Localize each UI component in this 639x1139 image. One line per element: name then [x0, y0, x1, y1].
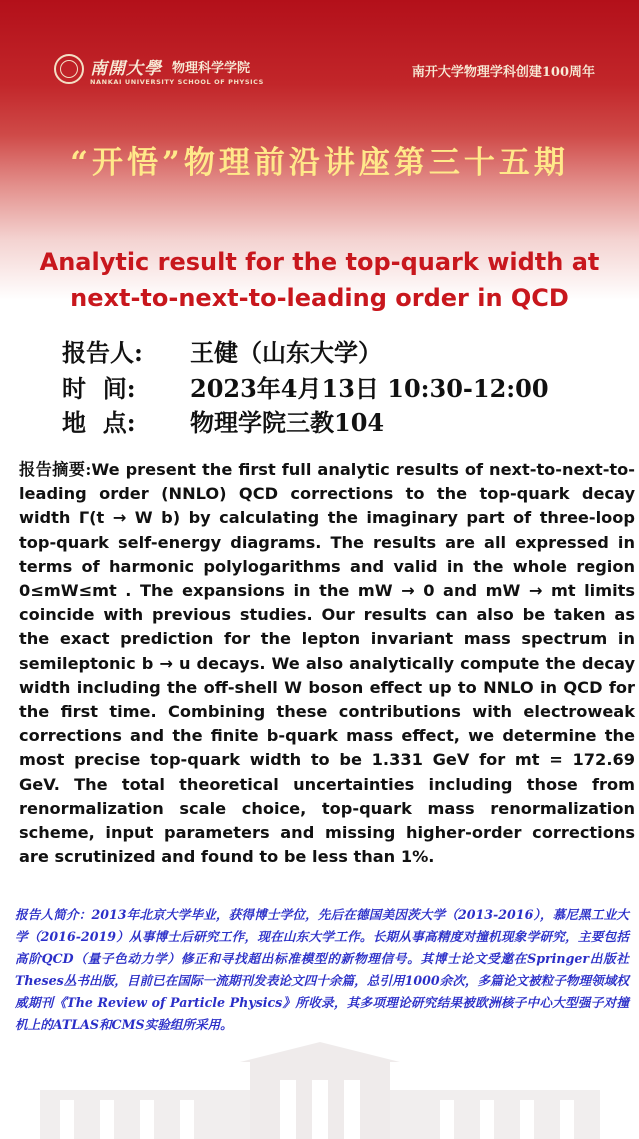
- time-value: 2023年4月13日 10:30-12:00: [190, 373, 549, 403]
- place-value: 物理学院三教104: [190, 407, 385, 437]
- campus-building-graphic: [0, 1040, 639, 1139]
- speaker-label: 报告人:: [62, 337, 143, 367]
- university-logo-text: 南開大學: [90, 59, 162, 79]
- place-label: 地 点:: [62, 407, 136, 437]
- abstract-label: 报告摘要:: [19, 460, 92, 479]
- university-seal-icon: [54, 54, 84, 84]
- series-title: “开悟”物理前沿讲座第三十五期: [70, 145, 569, 181]
- talk-title-line-2: next-to-next-to-leading order in QCD: [70, 284, 569, 312]
- talk-title: [0, 244, 639, 316]
- university-english-name: NANKAI UNIVERSITY SCHOOL OF PHYSICS: [90, 78, 264, 86]
- speaker-value: 王健（山东大学）: [190, 337, 382, 367]
- time-label: 时 间:: [62, 373, 136, 403]
- talk-title-line-1: Analytic result for the top-quark width at: [39, 248, 600, 276]
- abstract: [19, 458, 635, 869]
- speaker-row: [62, 333, 382, 367]
- place-row: [62, 403, 384, 437]
- speaker-bio: 报告人简介：2013年北京大学毕业，获得博士学位，先后在德国美因茨大学（2013-2016），慕尼黑工业大学（2016-2019）从事博士后研究工作，现在山东大学工作。长期从事高精度对撞机现象学研究，主要包括高阶QCD（量子色动力学）修正和寻找超出标准模型的新物理信号。其博士论文受邀在Springer出版社Theses丛书出版，目前已在国际一流期刊发表论文四十余篇，总引用1000余次，多篇论文被粒子物理领域权威期刊《The Review of Particle Physics》所收录，其多项理论研究结果被欧洲核子中心大型强子对撞机上的ATLAS和CMS实验组所采用。: [15, 907, 629, 1032]
- anniversary-text: 南开大学物理学科创建100周年: [411, 65, 595, 80]
- department-name: 物理科学学院: [172, 61, 251, 76]
- time-row: [62, 369, 549, 403]
- header: [0, 44, 639, 92]
- abstract-text: We present the first full analytic results of next-to-next-to-leading order (NNLO) QCD corrections to the top-quark decay width Γ(t → W b) by calculating the imaginary part of three-loop top-quark self-energy diagrams. The results are all expressed in terms of harmonic polylogarithms and valid in the whole region 0≤mW≤mt . The expansions in the mW → 0 and mW → mt limits coincide with previous studies. Our results can also be taken as the exact prediction for the lepton invariant mass spectrum in semileptonic b → u decays. We also analytically compute the decay width including the off-shell W boson effect up to NNLO in QCD for the first time. Combining these contributions with electroweak corrections and the finite b-quark mass effect, we determine the most precise top-quark width to be 1.331 GeV for mt = 172.69 GeV. The total theoretical uncertainties including those from renormalization scale choice, top-quark mass renormalization scheme, input parameters and missing higher-order corrections are scrutinized and found to be less than 1%.: [19, 460, 636, 867]
